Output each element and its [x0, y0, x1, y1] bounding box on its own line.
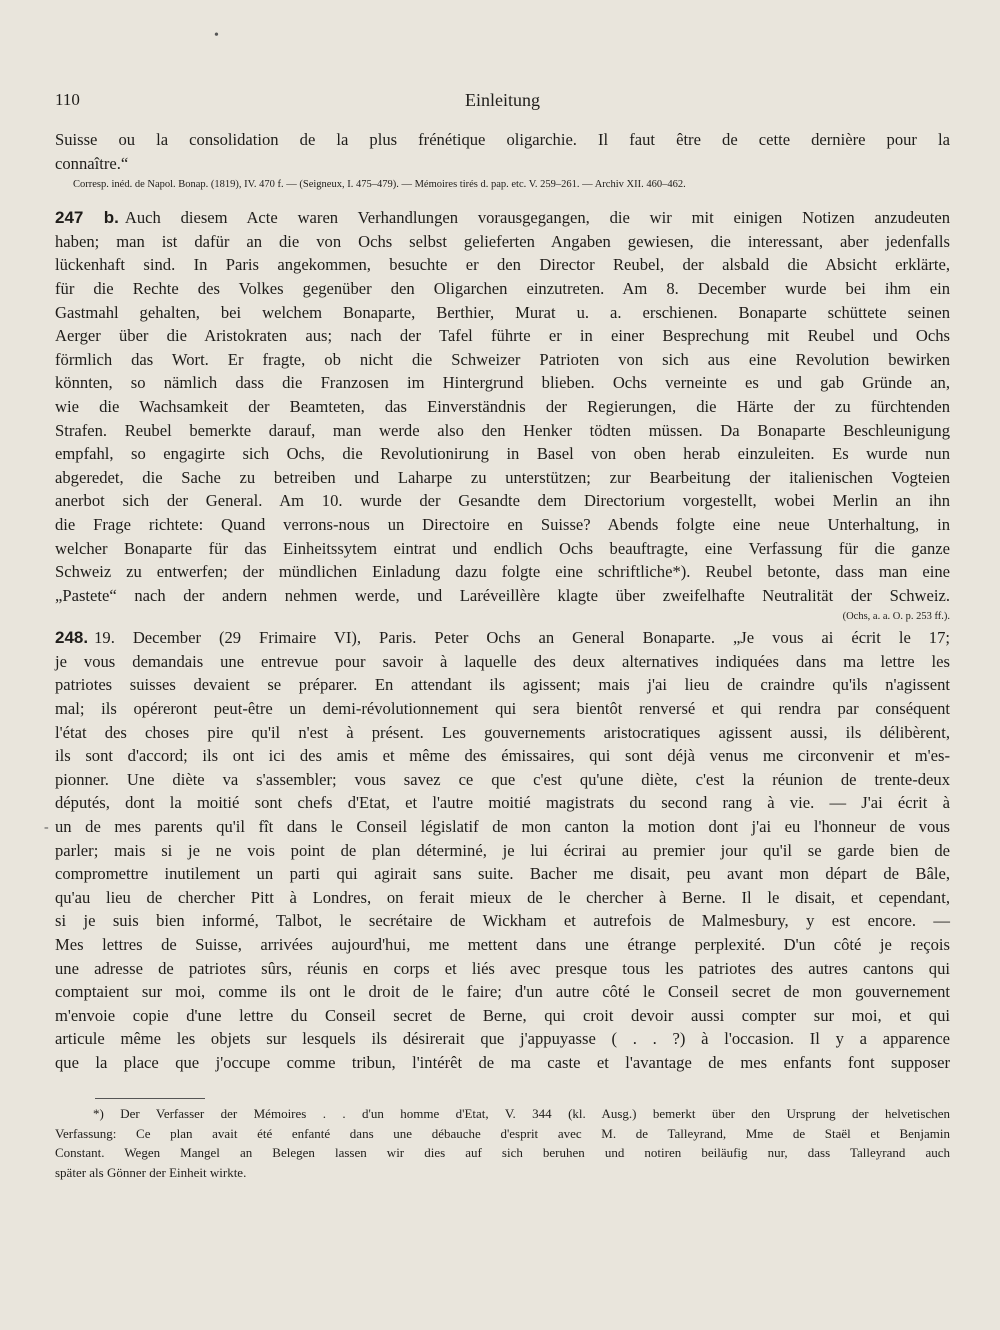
text-line: förmlich das Wort. Er fragte, ob nicht die Schweizer Patrioten von sich aus eine Revolution bewirken [55, 349, 950, 369]
text-line: könnten, so nämlich dass die Franzosen im Hintergrund blieben. Ochs verneinte es und gab Gründe an, [55, 373, 950, 393]
text-line: lückenhaft sind. In Paris angekommen, besuchte er den Director Reubel, der alsbald die Absicht erklärte, [55, 255, 950, 275]
text-line: die Frage richtete: Quand verrons-nous un Directoire en Suisse? Abends folgte eine neue Unterhaltung, in [55, 514, 950, 534]
text-line: haben; man ist dafür an die von Ochs selbst gelieferten Angaben gewiesen, die interessant, aber jedenfalls [55, 231, 950, 251]
text-line: wie die Wachsamkeit der Beamteten, das Einverständnis der Regierungen, die Härte der zu fürchtenden [55, 396, 950, 416]
footnote-line: Constant. Wegen Mangel an Belegen lassen wir dies auf sich beruhen und notiren beiläufig nur, dass Talleyrand auch [55, 1145, 950, 1160]
print-speck: • [214, 28, 219, 43]
margin-dash: - [44, 820, 49, 835]
entry-number: 248. [55, 628, 89, 648]
text-line: Suisse ou la consolidation de la plus frénétique oligarchie. Il faut être de cette dernière pour la [55, 130, 950, 149]
main-text [55, 128, 950, 1075]
text-line: Strafen. Reubel bemerkte darauf, man werde also den Henker tödten müssen. Da Bonaparte Beschleunigung [55, 420, 950, 440]
entry-number: 247 b. [55, 208, 119, 228]
text-line: patriotes suisses devaient se préparer. En attendant ils agissent; mais j'ai lieu de craindre qu'ils n'agissent [55, 675, 950, 695]
text-line: députés, dont la moitié sont chefs d'Etat, et l'autre moitié magistrats du second rang à vie. — J'ai écrit à [55, 793, 950, 813]
text-line: je vous demandais une entrevue pour savoir à laquelle des deux alternatives indiquées dans ma lettre les [55, 651, 950, 671]
text-line: abgeredet, die Sache zu betreiben und Laharpe zu unterstützen; zur Bearbeitung der italienischen Vogteien [55, 467, 950, 487]
running-title: Einleitung [465, 90, 540, 110]
text-line: Schweiz zu entwerfen; der mündlichen Einladung dazu folgte eine schriftliche*). Reubel betonte, dass man eine [55, 562, 950, 582]
text-line: „Pastete“ nach der andern nehmen werde, und Laréveillère klagte über zweifelhafte Neutralität der Schweiz. [55, 585, 950, 605]
text-line: anerbot sich der General. Am 10. wurde der Gesandte dem Directorium vorgestellt, wobei Merlin an ihn [55, 491, 950, 511]
text-line: welcher Bonaparte für das Einheitssytem eintrat und endlich Ochs beauftragte, eine Verfassung für die ganze [55, 538, 950, 558]
entry-248-first-line: 248. 19. December (29 Frimaire VI), Paris. Peter Ochs an General Bonaparte. „Je vous ai écrit le 17; [55, 628, 950, 648]
text-line: parler; mais si je ne vois point de plan déterminé, je lui écrirai au premier jour qu'il se garde bien de [55, 840, 950, 860]
text-line: connaître.“ [55, 153, 129, 173]
source-citation: (Ochs, a. a. O. p. 253 ff.). [842, 611, 950, 623]
text-line: une adresse de patriotes sûrs, réunis en corps et liés avec presque tous les patriotes des autres cantons qui [55, 958, 950, 978]
text-line: m'envoie copie d'une lettre du Conseil secret de Berne, qui croit devoir aussi compter sur moi, et qui [55, 1005, 950, 1025]
reference-line: Corresp. inéd. de Napol. Bonap. (1819), IV. 470 f. — (Seigneux, I. 475–479). — Mémoires tirés d. pap. etc. V. 259–261. — Archiv XII. 460–462. [73, 179, 686, 191]
text-line: articule même les objets sur lesquels ils désirerait que j'appuyasse ( . . ?) à l'occasion. Il y a apparence [55, 1029, 950, 1049]
text-line: Aerger über die Aristokraten aus; nach der Tafel führte er in einer Besprechung mit Reubel und Ochs [55, 326, 950, 346]
text-line: mal; ils opéreront peut-être un demi-révolutionnement qui sera bientôt renversé et qui rendra par conséquent [55, 699, 950, 719]
text-line: comptaient sur moi, comme ils ont le droit de le faire; d'un autre côté le Conseil secret de mon gouvernement [55, 982, 950, 1002]
footnote [55, 1104, 950, 1182]
text-line: für die Rechte des Volkes gegenüber den Oligarchen einzutreten. Am 8. December wurde bei ihm ein [55, 278, 950, 298]
text-line: que la place que j'occupe comme tribun, l'intérêt de ma caste et l'avantage de mes enfants font supposer [55, 1052, 950, 1072]
text-line: Mes lettres de Suisse, arrivées aujourd'hui, me mettent dans une étrange perplexité. D'un côté je reçois [55, 935, 950, 954]
text-line: si je suis bien informé, Talbot, le secrétaire de Wickham et autrefois de Malmesbury, y est encore. — [55, 911, 950, 931]
footnote-line: Verfassung: Ce plan avait été enfanté dans une débauche d'esprit avec M. de Talleyrand, Mme de Staël et Benjamin [55, 1125, 950, 1141]
footnote-line: später als Gönner der Einheit wirkte. [55, 1164, 247, 1180]
text-line: compromettre inutilement un parti qui agirait sans suite. Bacher me disait, peu avant mon départ de Bâle, [55, 864, 950, 884]
page-number: 110 [55, 90, 80, 109]
footnote-rule [95, 1098, 205, 1099]
page-header [55, 90, 950, 114]
text-line: l'état des choses pire qu'il n'est à présent. Les gouvernements aristocratiques agissent aussi, ils délibèrent, [55, 722, 950, 742]
footnote-line: *) Der Verfasser der Mémoires . . d'un homme d'Etat, V. 344 (kl. Ausg.) bemerkt über den Ursprung der helvetischen [93, 1106, 950, 1121]
text-line: qu'au lieu de chercher Pitt à Londres, on ferait mieux de le chercher à Berne. Il le disait, et cependant, [55, 887, 950, 907]
entry-247b-first-line: 247 b. Auch diesem Acte waren Verhandlungen vorausgegangen, die wir mit einigen Notizen anzudeuten [55, 208, 950, 228]
text-line: Gastmahl gehalten, bei welchem Bonaparte, Berthier, Murat u. a. erschienen. Bonaparte schüttete seinen [55, 302, 950, 322]
text-line: un de mes parents qu'il fît dans le Conseil législatif de mon canton la motion dont j'ai eu l'honneur de vous [55, 817, 950, 837]
text-line: ils sont d'accord; ils ont ici des amis et même des émissaires, qui sont déjà venus me circonvenir et m'es- [55, 746, 950, 766]
text-line: empfahl, so engagirte sich Ochs, die Revolutionirung in Basel von oben herab einzuleiten. Es wurde nun [55, 444, 950, 464]
text-line: pionner. Une diète va s'assembler; vous savez ce que c'est qu'une diète, c'est la réunion de trente-deux [55, 769, 950, 789]
